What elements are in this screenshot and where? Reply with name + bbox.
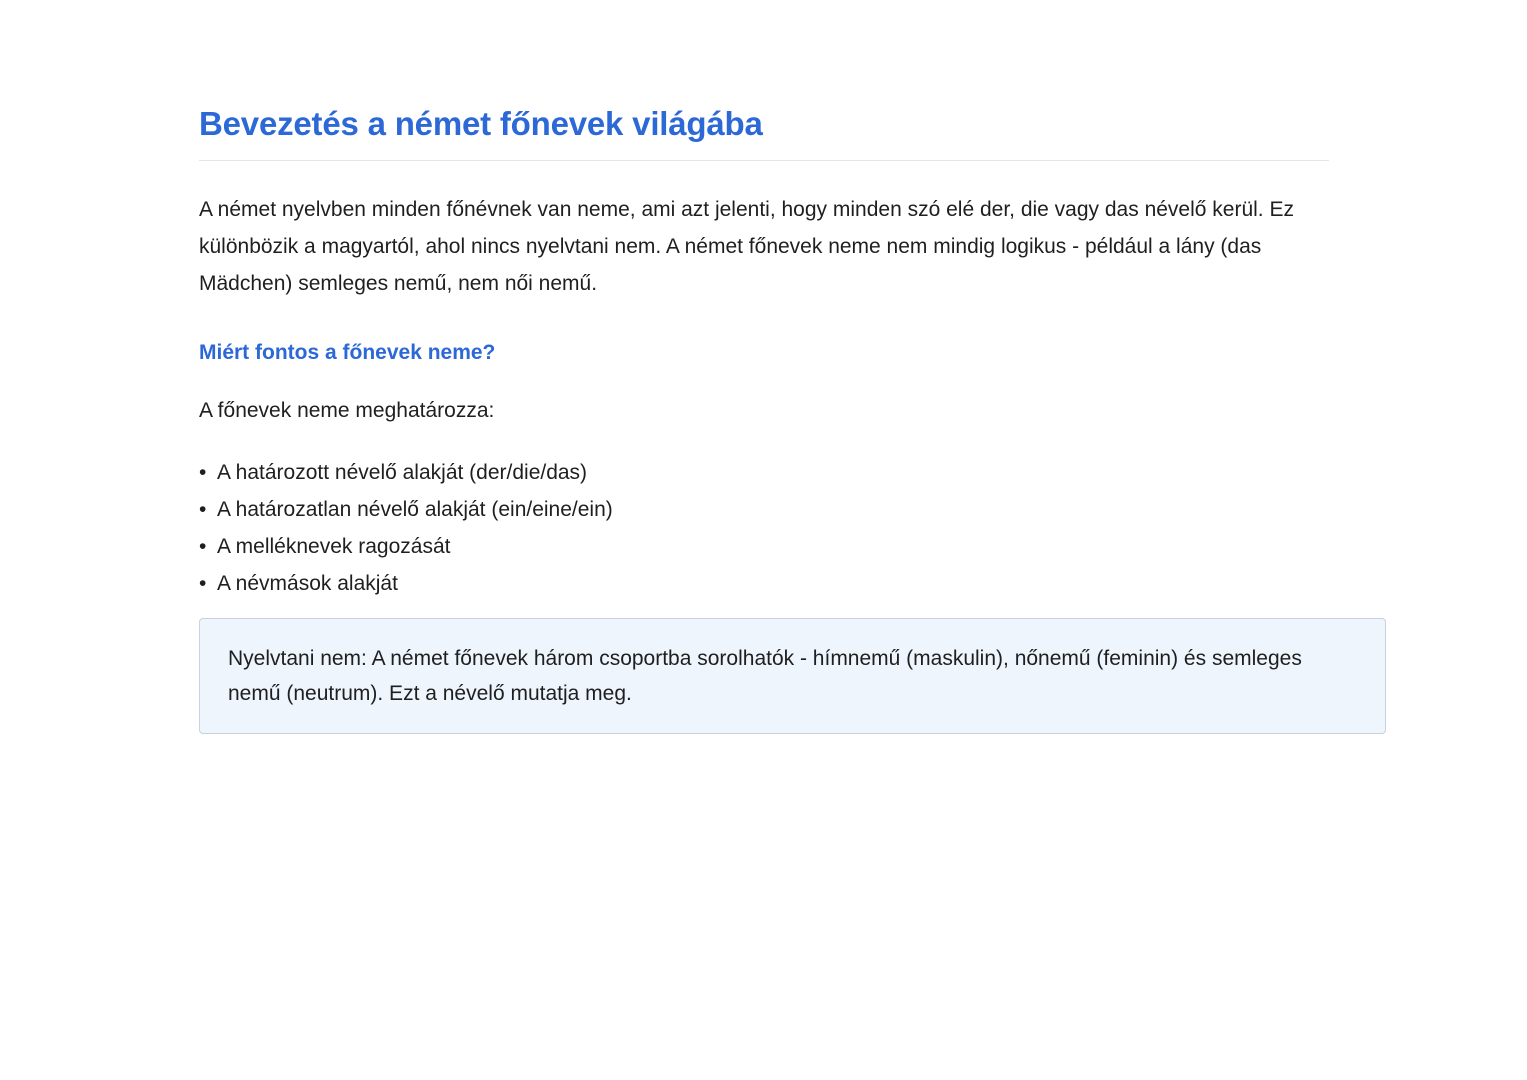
list-item-text: A melléknevek ragozását [217,535,451,558]
section-heading: Miért fontos a főnevek neme? [199,341,496,364]
info-note-text: Nyelvtani nem: A német főnevek három csoportba sorolhatók - hímnemű (maskulin), nőnemű (feminin) és semleges nemű (neutrum). Ezt a névelő mutatja meg. [228,647,1302,705]
list-item-text: A határozott névelő alakját (der/die/das) [217,461,588,484]
list-item-text: A határozatlan névelő alakját (ein/eine/ein) [217,498,613,521]
bullet-icon: • [199,572,207,595]
bullet-icon: • [199,535,207,558]
document-content [199,100,1329,602]
info-note-box [199,618,1386,734]
list-item [199,528,1329,565]
title-divider [199,160,1329,161]
list-item [199,454,1329,491]
list-item [199,565,1329,602]
bullet-icon: • [199,498,207,521]
bullet-icon: • [199,461,207,484]
page-title: Bevezetés a német főnevek világába [199,105,763,142]
bullet-list [199,454,1329,602]
intro-paragraph: A német nyelvben minden főnévnek van neme, ami azt jelenti, hogy minden szó elé der, die vagy das névelő kerül. Ez különbözik a magyartól, ahol nincs nyelvtani nem. A német főnevek neme nem mindig logikus - például a lány (das Mädchen) semleges nemű, nem női nemű. [199,198,1294,295]
list-item-text: A névmások alakját [217,572,398,595]
section-lead: A főnevek neme meghatározza: [199,399,495,422]
list-item [199,491,1329,528]
